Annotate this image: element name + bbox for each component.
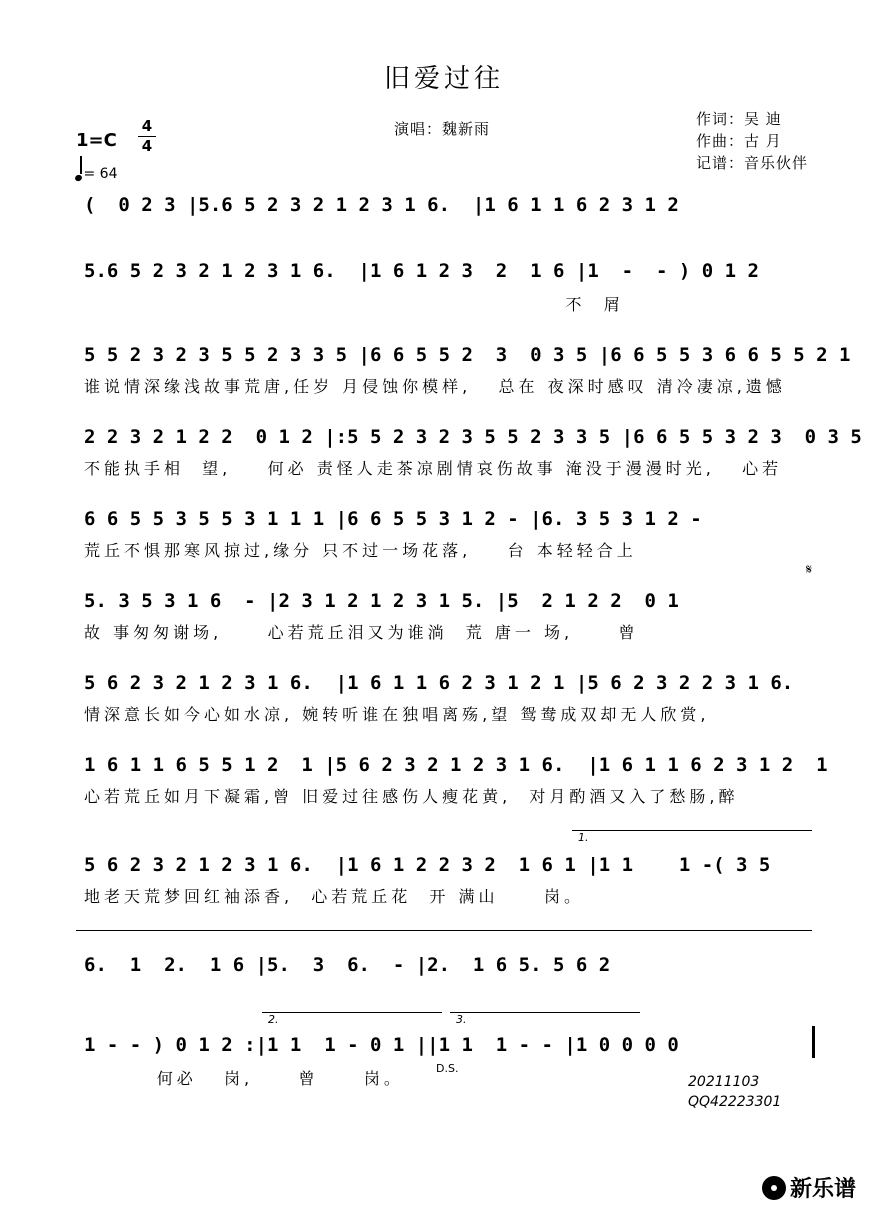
singer-credit: 演唱：魏新雨 — [394, 120, 491, 138]
notation-date — [688, 1072, 781, 1112]
quarter-note-icon — [74, 174, 83, 182]
key-signature: 1=C — [76, 130, 117, 151]
score-line-8: 1 6 1 1 6 5 5 1 2 1 |5 6 2 3 2 1 2 3 1 6. |1 6 1 1 6 2 3 1 2 1 — [84, 754, 828, 776]
volta-1-label: 1. — [578, 831, 589, 844]
score-line-11: 1 - - ) 0 1 2 :|1 1 1 - 0 1 ||1 1 1 - - |1 0 0 0 0 — [84, 1034, 679, 1056]
ds-marking: D.S. — [436, 1062, 459, 1075]
score-line-6: 5. 3 5 3 1 6 - |2 3 1 2 1 2 3 1 5. |5 2 1 2 2 0 1 — [84, 590, 679, 612]
lyricist-credit: 作词：吴 迪 — [696, 110, 782, 128]
notation-credit: 记谱：音乐伙伴 — [696, 154, 809, 172]
meter-top: 4 — [141, 117, 153, 135]
segno-sign: 𝄋 — [806, 562, 813, 578]
date-text: 20211103 — [688, 1074, 760, 1090]
score-line-5: 6 6 5 5 3 5 5 3 1 1 1 |6 6 5 5 3 1 2 - |6. 3 5 3 1 2 - — [84, 508, 702, 530]
tempo-marking — [75, 160, 118, 182]
lyric-line-7: 情深意长如今心如水凉, 婉转听谁在独唱离殇,望 鸳鸯成双却无人欣赏, — [84, 705, 710, 724]
score-line-7: 5 6 2 3 2 1 2 3 1 6. |1 6 1 1 6 2 3 1 2 1 |5 6 2 3 2 2 3 1 6. — [84, 672, 794, 694]
volta-bracket-1 — [572, 830, 812, 831]
lyric-line-11: 何必 岗, 曾 岗。 — [84, 1069, 404, 1088]
site-logo — [762, 1172, 856, 1203]
score-line-4: 2 2 3 2 1 2 2 0 1 2 |:5 5 2 3 2 3 5 5 2 3 3 5 |6 6 5 5 3 2 3 0 3 5 — [84, 426, 862, 448]
score-line-2: 5.6 5 2 3 2 1 2 3 1 6. |1 6 1 2 3 2 1 6 |1 - - ) 0 1 2 — [84, 260, 759, 282]
lyric-line-5: 荒丘不惧那寒风掠过,缘分 只不过一场花落, 台 本轻轻合上 — [84, 541, 637, 560]
volta-bracket-3 — [450, 1012, 640, 1013]
final-barline — [812, 1026, 815, 1058]
meter-bottom: 4 — [141, 137, 153, 155]
volta-3-label: 3. — [456, 1013, 467, 1026]
volta-2-label: 2. — [268, 1013, 279, 1026]
tempo-value: = 64 — [83, 166, 118, 182]
score-line-10: 6. 1 2. 1 6 |5. 3 6. - |2. 1 6 5. 5 6 2 — [84, 954, 611, 976]
vinyl-disc-icon — [762, 1176, 786, 1200]
score-line-1: ( 0 2 3 |5.6 5 2 3 2 1 2 3 1 6. |1 6 1 1 6 2 3 1 2 — [84, 194, 679, 216]
lyric-line-2: 不 屑 — [84, 295, 624, 314]
lyric-line-4: 不能执手相 望, 何必 责怪人走茶凉剧情哀伤故事 淹没于漫漫时光, 心若 — [84, 459, 783, 478]
note-stem — [80, 156, 82, 174]
section-divider — [76, 930, 812, 931]
lyric-line-6: 故 事匆匆谢场, 心若荒丘泪又为谁淌 荒 唐一 场, 曾 — [84, 623, 639, 642]
score-line-9: 5 6 2 3 2 1 2 3 1 6. |1 6 1 2 2 3 2 1 6 1 |1 1 1 -( 3 5 — [84, 854, 771, 876]
lyric-line-8: 心若荒丘如月下凝霜,曾 旧爱过往感伤人瘦花黄, 对月酌酒又入了愁肠,醉 — [84, 787, 739, 806]
score-line-3: 5 5 2 3 2 3 5 5 2 3 3 5 |6 6 5 5 2 3 0 3 5 |6 6 5 5 3 6 6 5 5 2 1 — [84, 344, 851, 366]
song-title: 旧爱过往 — [383, 64, 504, 94]
logo-text: 新乐谱 — [790, 1177, 857, 1202]
time-signature — [138, 118, 156, 155]
lyric-line-3: 谁说情深缘浅故事荒唐,任岁 月侵蚀你模样, 总在 夜深时感叹 清冷凄凉,遗憾 — [84, 377, 786, 396]
volta-bracket-2 — [262, 1012, 442, 1013]
lyric-line-9: 地老天荒梦回红袖添香, 心若荒丘花 开 满山 岗。 — [84, 887, 584, 906]
composer-credit: 作曲：古 月 — [696, 132, 782, 150]
qq-text: QQ42223301 — [688, 1094, 782, 1110]
